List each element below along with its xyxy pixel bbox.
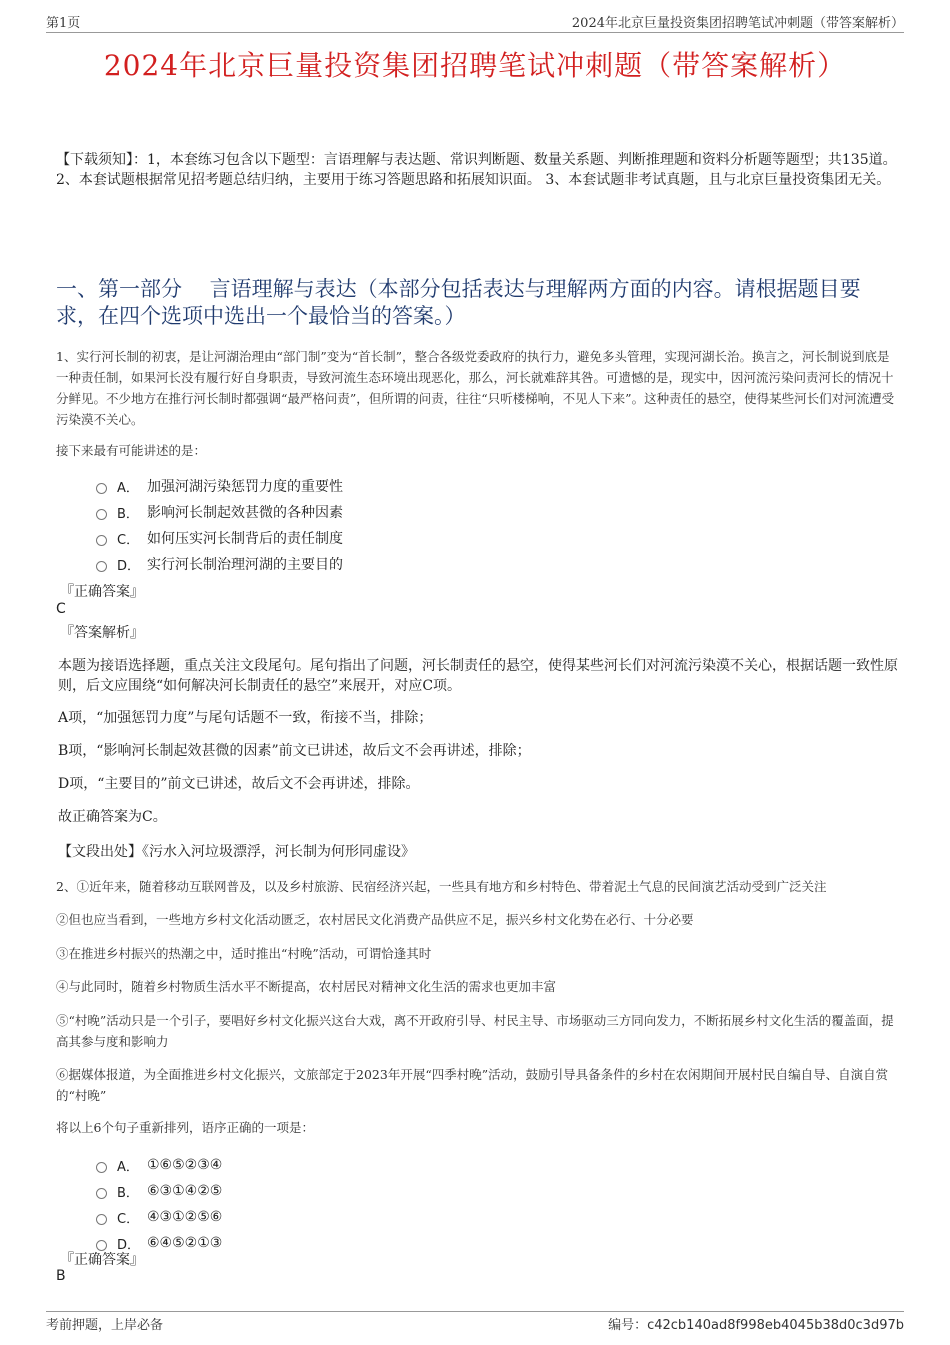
option-letter: B． (117, 506, 139, 522)
q1-analysis-a: A项，“加强惩罚力度”与尾句话题不一致，衔接不当，排除； (58, 710, 433, 726)
q2-sentence-3: ③在推进乡村振兴的热潮之中，适时推出“村晚”活动，可谓恰逢其时 (56, 946, 432, 961)
page-number: 第1页 (46, 16, 81, 31)
radio-icon[interactable] (96, 561, 107, 572)
q1-option-a[interactable] (96, 476, 343, 496)
option-text: ①⑥⑤②③④ (147, 1157, 223, 1173)
q2-option-a[interactable] (96, 1155, 222, 1175)
option-text: ⑥③①④②⑤ (147, 1183, 223, 1199)
option-letter: C． (117, 1211, 140, 1227)
q1-analysis-main: 本题为接语选择题，重点关注文段尾句。尾句指出了问题，河长制责任的悬空，使得某些河长们对河流污染漠不关心，根据话题一致性原则，后文应围绕“如何解决河长制责任的悬空”来展开，对应C项。 (58, 658, 898, 694)
radio-icon[interactable] (96, 509, 107, 520)
q1-option-c[interactable] (96, 528, 343, 548)
radio-icon[interactable] (96, 483, 107, 494)
footer-code (608, 1314, 904, 1333)
q1-option-d[interactable] (96, 554, 343, 574)
q2-prompt: 将以上6个句子重新排列，语序正确的一项是： (56, 1120, 314, 1135)
q2-answer: B (56, 1268, 66, 1284)
q1-stem: 1、实行河长制的初衷，是让河湖治理由“部门制”变为“首长制”，整合各级党委政府的执行力，避免多头管理，实现河湖长治。换言之，河长制说到底是一种责任制，如果河长没有履行好自身职责，导致河流生态环境出现恶化，那么，河长就难辞其咎。可遗憾的是，现实中，因河流污染问责河长的情况十分鲜见。不少地方在推行河长制时都强调“最严格问责”，但所谓的问责，往往“只听楼梯响，不见人下来”。这种责任的悬空，使得某些河长们对河流遭受污染漠不关心。 (56, 349, 895, 427)
footer-slogan: 考前押题，上岸必备 (46, 1318, 164, 1333)
q1-answer-label: 『正确答案』 (60, 584, 144, 600)
radio-icon[interactable] (96, 1214, 107, 1225)
footer-divider (46, 1311, 904, 1312)
option-text: 实行河长制治理河湖的主要目的 (147, 557, 343, 573)
option-letter: A． (117, 480, 139, 496)
section-heading: 一、第一部分 言语理解与表达（本部分包括表达与理解两方面的内容。请根据题目要求，在四个选项中选出一个最恰当的答案。） (56, 277, 861, 328)
page-title: 2024年北京巨量投资集团招聘笔试冲刺题（带答案解析） (103, 49, 847, 82)
q1-prompt: 接下来最有可能讲述的是： (56, 443, 207, 458)
q1-source: 【文段出处】《污水入河垃圾漂浮，河长制为何形同虚设》 (58, 844, 415, 860)
q2-option-c[interactable] (96, 1207, 222, 1227)
q1-analysis-b: B项，“影响河长制起效甚微的因素”前文已讲述，故后文不会再讲述，排除； (58, 743, 531, 759)
option-letter: D． (117, 1237, 141, 1253)
option-text: 影响河长制起效甚微的各种因素 (147, 505, 343, 521)
option-letter: A． (117, 1159, 139, 1175)
radio-icon[interactable] (96, 1188, 107, 1199)
option-text: 加强河湖污染惩罚力度的重要性 (147, 479, 343, 495)
option-text: 如何压实河长制背后的责任制度 (147, 531, 343, 547)
footer-code-label: 编号： (608, 1318, 648, 1333)
q1-option-b[interactable] (96, 502, 343, 522)
radio-icon[interactable] (96, 1162, 107, 1173)
option-letter: C． (117, 532, 140, 548)
q2-sentence-5: ⑤“村晚”活动只是一个引子，要唱好乡村文化振兴这台大戏，离不开政府引导、村民主导、市场驱动三方同向发力，不断拓展乡村文化生活的覆盖面，提高其参与度和影响力 (56, 1013, 894, 1049)
q2-option-b[interactable] (96, 1181, 222, 1201)
option-text: ⑥④⑤②①③ (147, 1235, 223, 1251)
option-letter: D． (117, 558, 141, 574)
download-notice: 【下载须知】：1，本套练习包含以下题型：言语理解与表达题、常识判断题、数量关系题、判断推理题和资料分析题等题型；共135道。 2、本套试题根据常见招考题总结归纳，主要用于练习答题思路和拓展知识面。 3、本套试题非考试真题，且与北京巨量投资集团无关。 (56, 152, 897, 188)
header-doc-title: 2024年北京巨量投资集团招聘笔试冲刺题（带答案解析） (571, 16, 904, 31)
q1-analysis-conclusion: 故正确答案为C。 (58, 809, 167, 825)
q2-sentence-1: 2、①近年来，随着移动互联网普及，以及乡村旅游、民宿经济兴起，一些具有地方和乡村特色、带着泥土气息的民间演艺活动受到广泛关注 (56, 879, 827, 894)
footer-code-value: c42cb140ad8f998eb4045b38d0c3d97b (647, 1318, 904, 1333)
header-divider (46, 32, 904, 33)
q2-sentence-6: ⑥据媒体报道，为全面推进乡村文化振兴，文旅部定于2023年开展“四季村晚”活动，鼓励引导具备条件的乡村在农闲期间开展村民自编自导、自演自赏的“村晚” (56, 1067, 889, 1103)
q2-sentence-4: ④与此同时，随着乡村物质生活水平不断提高，农村居民对精神文化生活的需求也更加丰富 (56, 979, 557, 994)
q2-answer-label: 『正确答案』 (60, 1252, 144, 1268)
q1-answer: C (56, 601, 66, 617)
q1-analysis-d: D项，“主要目的”前文已讲述，故后文不会再讲述，排除。 (58, 776, 420, 792)
option-letter: B． (117, 1185, 139, 1201)
option-text: ④③①②⑤⑥ (147, 1209, 223, 1225)
radio-icon[interactable] (96, 535, 107, 546)
q1-analysis-label: 『答案解析』 (60, 625, 144, 641)
q2-sentence-2: ②但也应当看到，一些地方乡村文化活动匮乏，农村居民文化消费产品供应不足，振兴乡村文化势在必行、十分必要 (56, 912, 694, 927)
